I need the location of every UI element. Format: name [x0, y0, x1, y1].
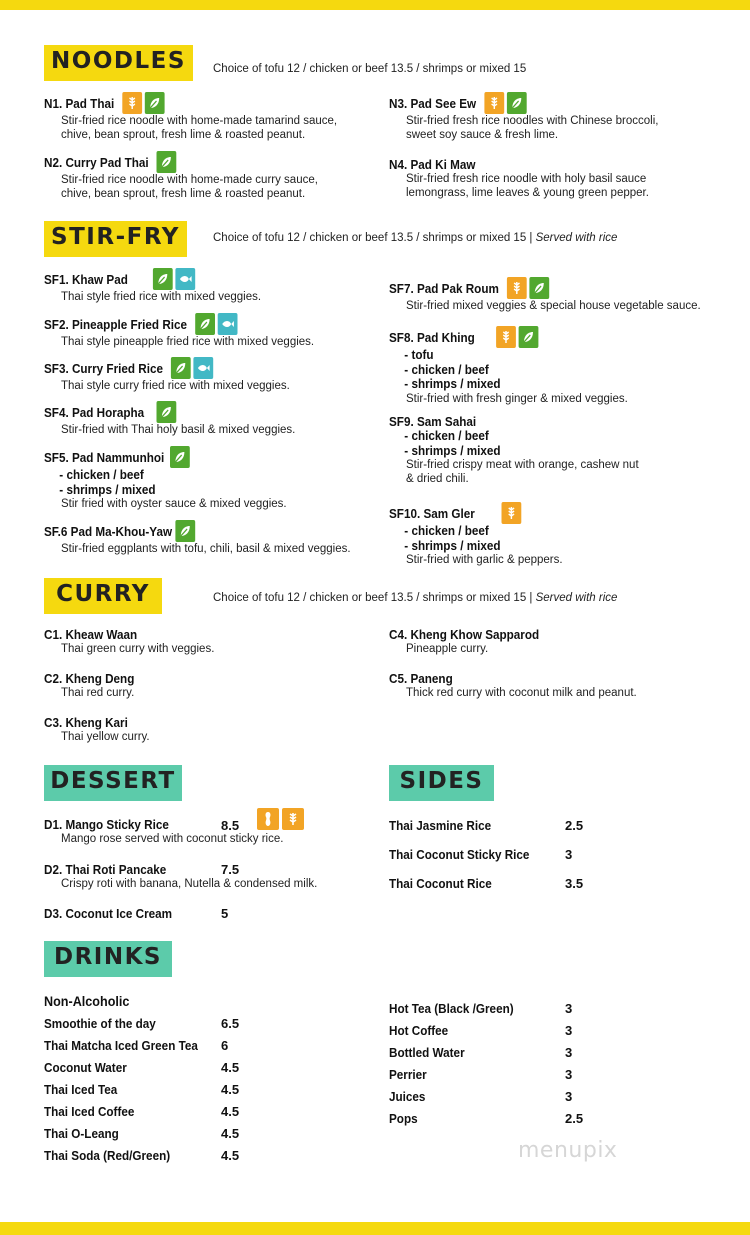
side-item: Thai Coconut Sticky Rice [389, 847, 530, 862]
item-name: SF3. Curry Fried Rice [44, 360, 163, 376]
menu-item [44, 715, 364, 744]
stirfry-heading: STIR-FRY [44, 221, 187, 257]
item-name: N3. Pad See Ew [389, 95, 477, 111]
side-item: Thai Coconut Rice [389, 876, 492, 891]
item-name: SF1. Khaw Pad [44, 271, 128, 287]
item-name: N4. Pad Ki Maw [389, 157, 476, 172]
item-name: C5. Paneng [389, 671, 453, 686]
item-name: C2. Kheng Deng [44, 671, 135, 686]
vegetarian-icon [176, 520, 196, 542]
gluten-free-icon [484, 92, 504, 114]
menu-item [44, 313, 364, 349]
item-name: SF7. Pad Pak Roum [389, 280, 499, 296]
vegetarian-icon [170, 446, 190, 468]
menu-item [44, 268, 364, 304]
drink-item: Thai Matcha Iced Green Tea [44, 1038, 198, 1053]
drink-item: Thai O-Leang [44, 1126, 119, 1141]
item-price: 8.5 [221, 818, 240, 833]
item-description: Crispy roti with banana, Nutella & condensed milk. [61, 878, 318, 890]
gluten-free-icon [502, 502, 522, 524]
drink-item: Smoothie of the day [44, 1016, 156, 1031]
item-name: SF2. Pineapple Fried Rice [44, 316, 188, 332]
gluten-free-icon [507, 277, 527, 299]
drink-price: 2.5 [565, 1111, 584, 1126]
watermark: menupix [518, 1138, 618, 1163]
menu-item [389, 326, 709, 406]
drink-item: Coconut Water [44, 1060, 127, 1075]
vegetarian-icon [195, 313, 215, 335]
curry-heading: CURRY [44, 578, 162, 614]
stirfry-pricing [213, 232, 617, 244]
vegetarian-icon [519, 326, 539, 348]
side-price: 3 [565, 847, 573, 862]
item-description: Thick red curry with coconut milk and peanut. [406, 687, 637, 699]
menu-item [389, 277, 709, 313]
menu-item [44, 446, 364, 511]
curry-pricing [213, 592, 617, 604]
vegetarian-icon [153, 268, 173, 290]
item-name: C4. Kheng Khow Sapparod [389, 627, 540, 642]
drink-item: Thai Iced Coffee [44, 1104, 135, 1119]
item-option: - chicken / beef [404, 428, 489, 443]
item-option: - shrimps / mixed [59, 481, 156, 497]
item-option: - chicken / beef [404, 523, 489, 538]
item-description: Stir-fried with fresh ginger & mixed veggies. [406, 392, 628, 405]
item-name: D1. Mango Sticky Rice [44, 817, 169, 832]
menu-item [389, 414, 709, 486]
item-option: - shrimps / mixed [404, 442, 501, 458]
item-name: C1. Kheaw Waan [44, 627, 138, 642]
item-description: Mango rose served with coconut sticky rice. [61, 833, 284, 845]
drink-price: 3 [565, 1001, 573, 1016]
item-description: Stir-fried crispy meat with orange, cashew nut [406, 459, 639, 471]
drink-item: Thai Soda (Red/Green) [44, 1148, 171, 1163]
item-description: lemongrass, lime leaves & young green pepper. [406, 187, 649, 199]
menu-item [389, 627, 709, 656]
vegetarian-icon [145, 92, 165, 114]
drink-price: 4.5 [221, 1060, 240, 1075]
drink-price: 4.5 [221, 1148, 240, 1163]
item-name: SF4. Pad Horapha [44, 404, 145, 420]
menu-item [44, 817, 364, 846]
item-description: Thai red curry. [61, 687, 135, 699]
menu-item [389, 92, 709, 142]
gluten-free-icon [282, 808, 304, 830]
drink-price: 4.5 [221, 1126, 240, 1141]
dessert-icons [257, 808, 304, 830]
drink-price: 3 [565, 1045, 573, 1060]
drink-price: 4.5 [221, 1082, 240, 1097]
seafood-icon [176, 268, 196, 290]
sides-heading: SIDES [389, 765, 494, 801]
item-description: Thai green curry with veggies. [61, 643, 215, 655]
item-name: SF5. Pad Nammunhoi [44, 449, 165, 465]
drink-item: Hot Coffee [389, 1023, 449, 1038]
dessert-heading: DESSERT [44, 765, 182, 801]
menu-item [44, 671, 364, 700]
drink-item: Thai Iced Tea [44, 1082, 118, 1097]
item-description: Thai style curry fried rice with mixed veggies. [61, 380, 290, 392]
item-description: Thai style fried rice with mixed veggies. [61, 291, 262, 303]
drinks-subtitle: Non-Alcoholic [44, 993, 130, 1009]
item-description: chive, bean sprout, fresh lime & roasted peanut. [61, 129, 306, 141]
drinks-heading: DRINKS [44, 941, 172, 977]
item-description: Stir fried with oyster sauce & mixed veggies. [61, 498, 287, 510]
vegetarian-icon [507, 92, 527, 114]
drink-price: 3 [565, 1023, 573, 1038]
drink-item: Perrier [389, 1067, 427, 1082]
menu-item [44, 862, 364, 891]
bottom-accent-bar [0, 1222, 750, 1235]
vegetarian-icon [529, 277, 549, 299]
menu-item: D3. Coconut Ice Cream [44, 906, 173, 921]
item-name: N2. Curry Pad Thai [44, 154, 149, 170]
menu-item [389, 671, 709, 700]
side-price: 3.5 [565, 876, 584, 891]
item-option: - chicken / beef [404, 361, 489, 377]
noodles-heading: NOODLES [44, 45, 193, 81]
menu-item [389, 502, 709, 567]
item-description: Thai style pineapple fried rice with mixed veggies. [61, 336, 315, 348]
item-description: sweet soy sauce & fresh lime. [406, 129, 559, 141]
stirfry-pricing-text: Choice of tofu 12 / chicken or beef 13.5 / shrimps or mixed 15 | [213, 232, 536, 244]
drink-price: 6.5 [221, 1016, 240, 1031]
vegetarian-icon [157, 401, 177, 423]
item-option: - shrimps / mixed [404, 537, 501, 553]
served-with-rice: Served with rice [535, 232, 618, 244]
item-description: Pineapple curry. [406, 643, 489, 655]
item-option: - shrimps / mixed [404, 376, 501, 391]
item-name: SF10. Sam Gler [389, 505, 475, 521]
served-with-rice: Served with rice [535, 592, 618, 604]
menu-item [44, 520, 364, 556]
gluten-free-icon [122, 92, 142, 114]
side-price: 2.5 [565, 818, 584, 833]
item-name: D2. Thai Roti Pancake [44, 862, 167, 877]
item-price: 5 [221, 906, 229, 921]
menu-item [44, 357, 364, 393]
drink-price: 6 [221, 1038, 229, 1053]
item-price: 7.5 [221, 862, 240, 877]
curry-pricing-text: Choice of tofu 12 / chicken or beef 13.5 / shrimps or mixed 15 | [213, 592, 536, 604]
drink-item: Pops [389, 1111, 418, 1126]
drink-item: Juices [389, 1089, 426, 1104]
item-description: & dried chili. [406, 473, 469, 485]
menu-item [44, 92, 364, 142]
item-description: Stir-fried eggplants with tofu, chili, basil & mixed veggies. [61, 543, 351, 555]
top-accent-bar [0, 0, 750, 10]
item-description: Stir-fried fresh rice noodles with Chinese broccoli, [406, 115, 659, 127]
vegetarian-icon [171, 357, 191, 379]
drink-item: Hot Tea (Black /Green) [389, 1001, 514, 1016]
item-name: SF9. Sam Sahai [389, 414, 477, 429]
peanut-icon [257, 808, 279, 830]
drink-price: 3 [565, 1067, 573, 1082]
item-description: Stir-fried fresh rice noodle with holy basil sauce [406, 173, 647, 185]
item-option: - chicken / beef [59, 467, 144, 482]
menu-item [44, 627, 364, 656]
item-name: C3. Kheng Kari [44, 715, 128, 730]
seafood-icon [194, 357, 214, 379]
gluten-free-icon [496, 326, 516, 348]
item-description: Stir-fried mixed veggies & special house vegetable sauce. [406, 300, 701, 312]
item-description: Thai yellow curry. [61, 731, 150, 743]
item-description: chive, bean sprout, fresh lime & roasted peanut. [61, 188, 306, 200]
drink-price: 3 [565, 1089, 573, 1104]
noodles-pricing: Choice of tofu 12 / chicken or beef 13.5 / shrimps or mixed 15 [213, 63, 527, 75]
seafood-icon [218, 313, 238, 335]
item-description: Stir-fried with garlic & peppers. [406, 554, 563, 566]
item-description: Stir-fried rice noodle with home-made tamarind sauce, [61, 115, 338, 127]
item-description: Stir-fried with Thai holy basil & mixed veggies. [61, 424, 296, 436]
menu-item [389, 157, 709, 200]
drink-price: 4.5 [221, 1104, 240, 1119]
item-description: Stir-fried rice noodle with home-made curry sauce, [61, 174, 318, 186]
vegetarian-icon [157, 151, 177, 173]
item-name: SF.6 Pad Ma-Khou-Yaw [44, 523, 173, 539]
menu-item [44, 151, 364, 201]
menu-item [44, 401, 364, 437]
drink-item: Bottled Water [389, 1045, 465, 1060]
item-name: N1. Pad Thai [44, 95, 115, 111]
item-option: - tofu [404, 347, 434, 362]
item-name: SF8. Pad Khing [389, 329, 475, 345]
side-item: Thai Jasmine Rice [389, 818, 492, 833]
